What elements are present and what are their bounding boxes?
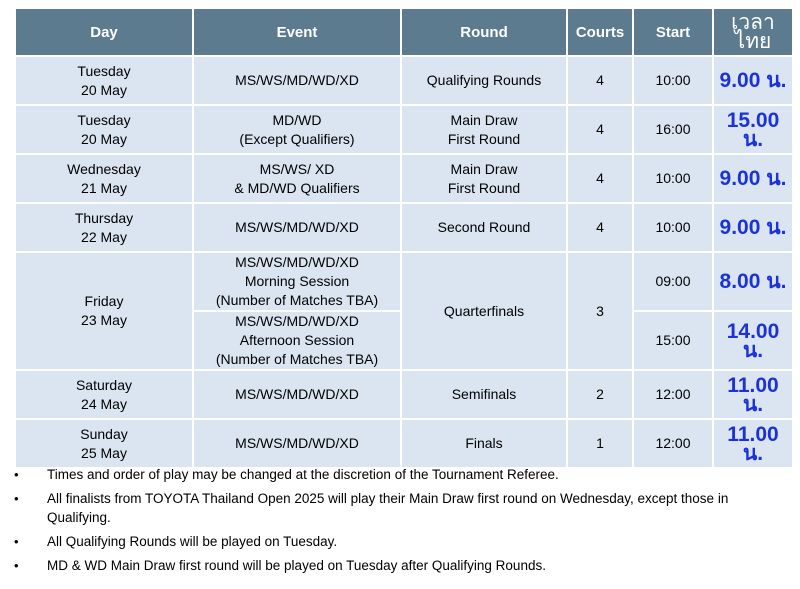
day-date: 20 May: [81, 130, 127, 147]
bullet-icon: •: [14, 467, 19, 482]
day-cell: [15, 105, 193, 154]
round-cell: [401, 56, 567, 105]
bullet-icon: •: [14, 491, 19, 506]
day-date: 22 May: [81, 228, 127, 245]
day-date: 20 May: [81, 81, 127, 98]
round-text: Main Draw: [450, 111, 518, 128]
bullet-icon: •: [14, 534, 19, 549]
event-cell: [193, 370, 401, 419]
event-text: MS/WS/MD/WD/XD: [235, 386, 359, 402]
note-text-continued: Qualifying.: [47, 510, 111, 525]
event-text: MS/WS/MD/WD/XD: [235, 72, 359, 88]
start-cell: 15:00: [633, 311, 713, 370]
table-row: [15, 203, 793, 252]
event-text: MS/WS/MD/WD/XD: [235, 435, 359, 451]
table-row: [15, 419, 793, 468]
start-cell: 10:00: [633, 56, 713, 105]
thai-time-cell: 14.00 น.: [713, 311, 793, 370]
round-text: Quarterfinals: [443, 302, 525, 319]
event-subtext: & MD/WD Qualifiers: [234, 179, 360, 196]
start-cell: 12:00: [633, 419, 713, 468]
event-cell: [193, 311, 401, 370]
thai-time-cell: 9.00 น.: [713, 203, 793, 252]
note-text: MD & WD Main Draw first round will be played on Tuesday after Qualifying Rounds.: [47, 558, 546, 573]
day-name: Sunday: [80, 425, 128, 442]
table-row: [15, 370, 793, 419]
table-row: [15, 56, 793, 105]
note-text: Times and order of play may be changed at the discretion of the Tournament Referee.: [47, 467, 559, 482]
start-cell: 09:00: [633, 252, 713, 311]
event-session: Morning Session: [244, 273, 350, 289]
note-item: [14, 489, 794, 527]
day-cell: [15, 203, 193, 252]
thai-time-cell: 15.00 น.: [713, 105, 793, 154]
thai-time-cell: 9.00 น.: [713, 154, 793, 203]
note-item: [14, 465, 794, 484]
note-item: [14, 532, 794, 551]
day-date: 23 May: [81, 312, 127, 328]
round-cell: [401, 252, 567, 370]
start-cell: 12:00: [633, 370, 713, 419]
header-row: [15, 8, 793, 56]
round-text: Main Draw: [450, 160, 518, 177]
event-cell: [193, 105, 401, 154]
round-cell: [401, 419, 567, 468]
day-name: Saturday: [75, 376, 133, 393]
notes-list: [14, 465, 794, 580]
event-text: MS/WS/MD/WD/XD: [235, 254, 359, 270]
round-text: Finals: [465, 435, 503, 451]
header-thai-time: เวลาไทย: [713, 8, 793, 56]
header-round: Round: [401, 8, 567, 56]
event-cell: [193, 154, 401, 203]
round-cell: [401, 203, 567, 252]
note-text: All Qualifying Rounds will be played on Tuesday.: [47, 534, 338, 549]
courts-cell: 4: [567, 154, 633, 203]
courts-cell: 3: [567, 252, 633, 370]
event-text: MS/WS/MD/WD/XD: [235, 219, 359, 235]
day-cell: [15, 419, 193, 468]
courts-cell: 1: [567, 419, 633, 468]
courts-cell: 4: [567, 203, 633, 252]
note-item: [14, 556, 794, 575]
round-subtext: First Round: [447, 130, 521, 147]
start-cell: 10:00: [633, 154, 713, 203]
day-cell: [15, 154, 193, 203]
table-row: [15, 252, 793, 311]
event-text: MS/WS/MD/WD/XD: [235, 313, 359, 329]
thai-time-cell: 11.00 น.: [713, 370, 793, 419]
courts-cell: 4: [567, 56, 633, 105]
day-name: Friday: [84, 293, 124, 309]
round-cell: [401, 105, 567, 154]
bullet-icon: •: [14, 558, 19, 573]
round-cell: [401, 154, 567, 203]
event-cell: [193, 56, 401, 105]
round-subtext: First Round: [447, 179, 521, 196]
round-text: Semifinals: [451, 386, 517, 402]
day-name: Thursday: [74, 209, 134, 226]
event-cell: [193, 419, 401, 468]
courts-cell: 4: [567, 105, 633, 154]
thai-time-cell: 8.00 น.: [713, 252, 793, 311]
header-start: Start: [633, 8, 713, 56]
round-text: Second Round: [437, 219, 531, 235]
start-cell: 10:00: [633, 203, 713, 252]
event-cell: [193, 203, 401, 252]
courts-cell: 2: [567, 370, 633, 419]
header-courts: Courts: [567, 8, 633, 56]
day-name: Tuesday: [77, 111, 131, 128]
event-note: (Number of Matches TBA): [215, 351, 379, 367]
start-cell: 16:00: [633, 105, 713, 154]
day-cell: [15, 370, 193, 419]
thai-time-cell: 11.00 น.: [713, 419, 793, 468]
day-date: 24 May: [81, 395, 127, 412]
event-text: MS/WS/ XD: [259, 160, 335, 177]
event-note: (Number of Matches TBA): [215, 292, 379, 308]
thai-time-cell: 9.00 น.: [713, 56, 793, 105]
day-cell: [15, 56, 193, 105]
event-text: MD/WD: [272, 111, 322, 128]
event-cell: [193, 252, 401, 311]
schedule-table: [14, 7, 794, 469]
round-cell: [401, 370, 567, 419]
table-row: [15, 105, 793, 154]
day-date: 21 May: [81, 179, 127, 196]
header-event: Event: [193, 8, 401, 56]
day-name: Wednesday: [67, 160, 141, 177]
day-date: 25 May: [81, 444, 127, 461]
event-session: Afternoon Session: [239, 332, 355, 348]
day-cell: [15, 252, 193, 370]
header-day: Day: [15, 8, 193, 56]
round-text: Qualifying Rounds: [426, 72, 542, 88]
table-row: [15, 154, 793, 203]
note-text: All finalists from TOYOTA Thailand Open 2025 will play their Main Draw first round on Wednesday, except those in: [47, 491, 729, 506]
event-subtext: (Except Qualifiers): [239, 130, 355, 147]
day-name: Tuesday: [77, 62, 131, 79]
